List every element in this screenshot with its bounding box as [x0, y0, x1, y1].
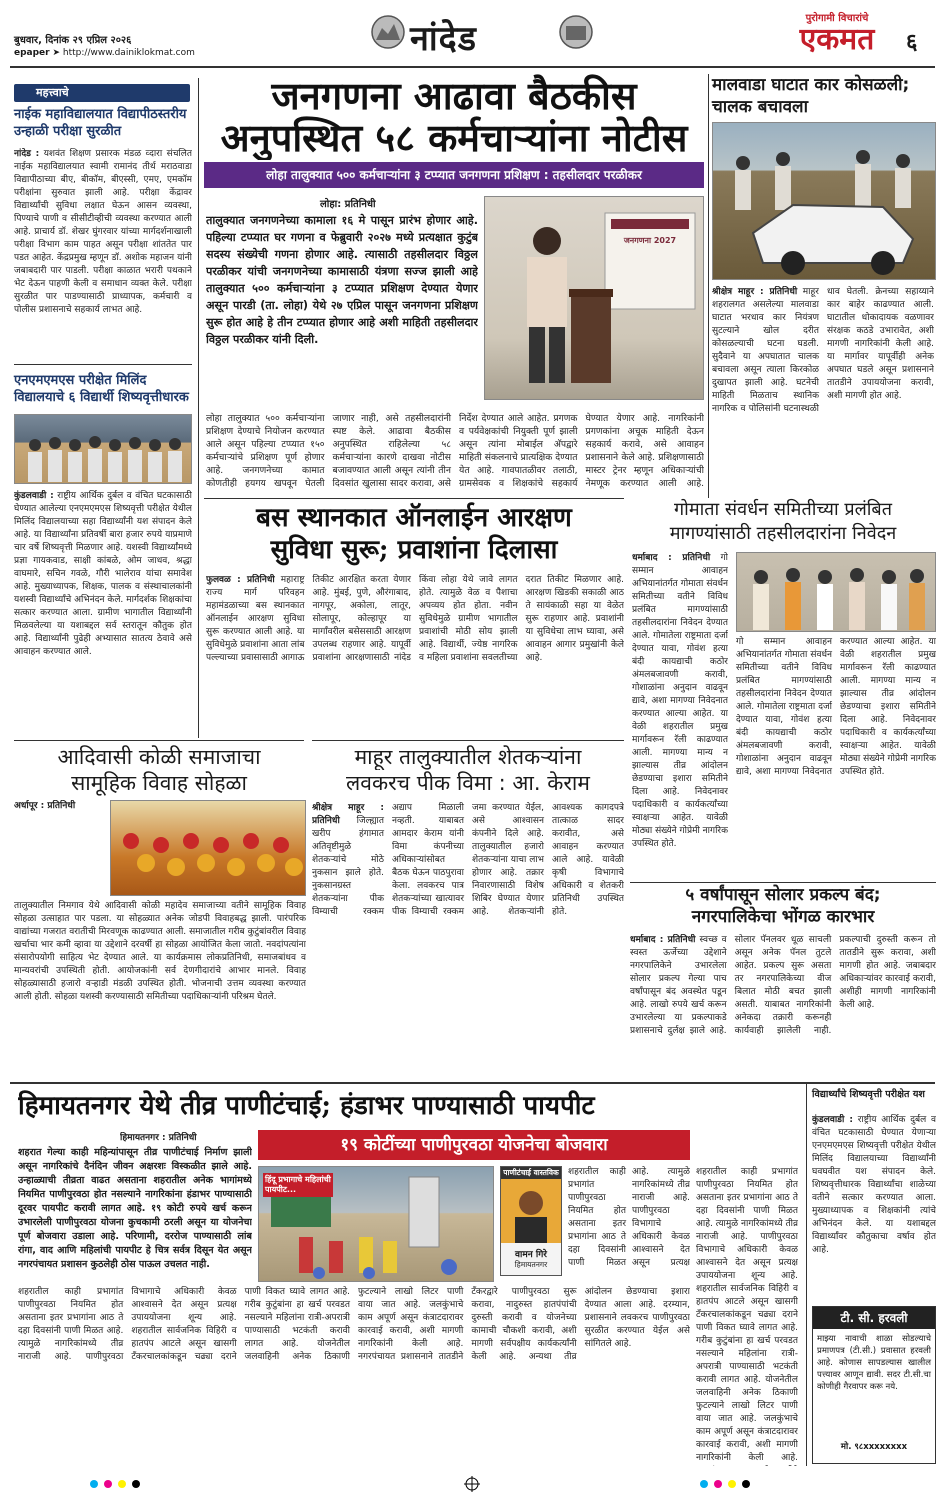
- bus-body: [206, 574, 624, 734]
- cyan-dot: [700, 1480, 708, 1488]
- mahur-dateline: श्रीक्षेत्र माहूर : प्रतिनिधी: [312, 803, 384, 826]
- reporter-box: [500, 1166, 562, 1276]
- right-bottom-rule: [806, 1084, 807, 1466]
- bus-text: महाराष्ट्र राज्य मार्ग परिवहन महामंडळाच्या बस स्थानकात ऑनलाईन आरक्षण सुविधा सुरू करण्यात आली आहे. या सुविधेमुळे प्रवाशांना आता लांब पल्ल्याच्या प्रवासासाठी आगाऊ तिकीट आरक्षित करता येणार आहे. मुंबई, पुणे, औरंगाबाद, नागपूर, अकोला, लातूर, सोलापूर, कोल्हापूर या मार्गांवरील बसेससाठी आरक्षण उपलब्ध राहणार आहे. यापूर्वी प्रवाशांना आरक्षणासाठी नांदेड किंवा लोहा येथे जावे लागत होते. त्यामुळे वेळ व पैशाचा अपव्यय होत होता. नवीन सुविधेमुळे ग्रामीण भागातील प्रवाशांची मोठी सोय झाली आहे. विद्यार्थी, ज्येष्ठ नागरिक व महिला प्रवाशांना सवलतीच्या दरात तिकीट मिळणार आहे. आरक्षण खिडकी सकाळी आठ ते सायंकाळी सहा या वेळेत सुरू राहणार आहे. प्रवाशांनी या सुविधेचा लाभ घ्यावा, असे आवाहन आगार प्रमुखांनी केले आहे.: [206, 575, 624, 663]
- city-emblem: [370, 14, 406, 50]
- tc-lost-contact: मो. ९८xxxxxxxx: [840, 1442, 908, 1452]
- section-label: [14, 84, 190, 102]
- registration-mark: [464, 1476, 480, 1492]
- masthead-epaper: [14, 48, 195, 58]
- car-accident-photo: [712, 122, 936, 280]
- scholarship-title: विद्यार्थ्यांचे शिष्यवृत्ती परीक्षेत यश: [812, 1089, 925, 1100]
- bus-headline-line2: सुविधा सुरू; प्रवाशांना दिलासा: [270, 535, 558, 565]
- students-photo: [14, 414, 192, 484]
- brand-tagline: पुरोगामी विचारांचे: [805, 13, 869, 24]
- reporter-name: वामन गिरे: [515, 1250, 547, 1260]
- reporter-tag: पाणीटंचाई वास्तविक: [501, 1167, 561, 1179]
- solar-text: स्वच्छ व स्वस्त ऊर्जेच्या उद्देशाने नगरपालिकेने उभारलेला सोलार प्रकल्प गेल्या पाच वर्षांपासून बंद अवस्थेत पडून आहे. लाखो रुपये खर्च करून उभारलेल्या या प्रकल्पाकडे प्रशासनाचे दुर्लक्ष झाले आहे. सोलार पॅनलवर धूळ साचली असून अनेक पॅनल तुटले आहेत. प्रकल्प सुरू असता तर नगरपालिकेच्या वीज बिलात मोठी बचत झाली असती. याबाबत नागरिकांनी अनेकदा तक्रारी करूनही कार्यवाही झालेली नाही. प्रकल्पाची दुरुस्ती करून तो तातडीने सुरू करावा, अशी मागणी होत आहे. जबाबदार अधिकाऱ्यांवर कारवाई करावी, अशीही मागणी नागरिकांनी केली आहे.: [630, 935, 936, 1036]
- water-top-rule: [10, 1082, 935, 1084]
- masthead-divider: [10, 66, 935, 68]
- accident-headline: मालवाडा घाटात कार कोसळली; चालक बचावला: [712, 75, 910, 117]
- water-headline: हिमायतनगर येथे तीव्र पाणीटंचाई; हंडाभर पाण्यासाठी पायपीट: [18, 1091, 595, 1121]
- magenta-dot: [104, 1480, 112, 1488]
- lead-intro: तालुक्यात जनगणनेच्या कामाला १६ मे पासून प्रारंभ होणार आहे. पहिल्या टप्प्यात घर गणना व फेब्रुवारी २०२७ मध्ये प्रत्यक्षात कुटुंब सदस्य संख्येची गणना होणार आहे. त्यासाठी तहसीलदार विठ्ठल परळीकर यांची जनगणनेच्या कामासाठी यंत्रणा सज्ज झाली आहे तालुक्यात ५०० कर्मचाऱ्यांना ३ टप्प्यात प्रशिक्षण देण्यात येणार असून पारडी (ता. लोहा) येथे २७ एप्रिल पासून जनगणना प्रशिक्षण सुरू होत आहे हे तीन टप्प्यात होणार आहे अशी माहिती तहसीलदार विठ्ठल परळीकर यांनी दिली.: [206, 214, 478, 346]
- tc-lost-body: माझ्या नावाची शाळा सोडल्याचे प्रमाणपत्र (टी.सी.) प्रवासात हरवली आहे. कोणास सापडल्यास खालील पत्त्यावर आणून द्यावी. सदर टी.सी.चा कोणीही गैरवापर करू नये.: [817, 1334, 931, 1392]
- cyan-dot: [90, 1480, 98, 1488]
- reporter-place: हिमायतनगर: [514, 1260, 548, 1269]
- water-body-side: [568, 1166, 690, 1278]
- epaper-label: epaper: [14, 48, 50, 58]
- section-label-text: महत्त्वाचे: [36, 86, 69, 99]
- wedding-photo: [110, 800, 306, 896]
- page-number: ६: [906, 30, 918, 55]
- adivasi-dateline: अर्धापूर : प्रतिनिधी: [14, 801, 76, 811]
- brand-logo: [782, 10, 892, 60]
- yellow-dot: [728, 1480, 736, 1488]
- left-divider: [14, 364, 192, 365]
- water-body: शहरातील काही प्रभागांत पाणीपुरवठा नियमित होत असताना इतर प्रभागांना आठ ते दहा दिवसांनी पाणी मिळत आहे. त्यामुळे नागरिकांमध्ये तीव्र नाराजी आहे. पाणीपुरवठा विभागाचे अधिकारी केवळ आश्वासने देत असून प्रत्यक्ष उपाययोजना शून्य आहे. शहरातील सार्वजनिक विहिरी व हातपंप आटले असून खासगी टँकरचालकांकडून चढ्या दराने पाणी विकत घ्यावे लागत आहे. गरीब कुटुंबांना हा खर्च परवडत नसल्याने महिलांना रात्री-अपरात्री पाण्यासाठी भटकंती करावी लागत आहे. योजनेतील जलवाहिनी अनेक ठिकाणी फुटल्याने लाखो लिटर पाणी वाया जात आहे. जलकुंभाचे काम अपूर्ण असून कंत्राटदारावर कारवाई करावी, अशी मागणी नागरिकांनी केली आहे. नगरपंचायत प्रशासनाने तातडीने टँकरद्वारे पाणीपुरवठा सुरू करावा, नादुरुस्त हातपंपांची दुरुस्ती करावी व योजनेच्या कामाची चौकशी करावी, अशी मागणी सर्वपक्षीय कार्यकर्त्यांनी केली आहे. अन्यथा तीव्र आंदोलन छेडण्याचा इशारा देण्यात आला आहे. दरम्यान, प्रशासनाने लवकरच पाणीपुरवठा सुरळीत करण्यात येईल असे सांगितले आहे.: [18, 1287, 690, 1362]
- accident-dateline: श्रीक्षेत्र माहूर : प्रतिनिधी: [712, 287, 798, 297]
- water-banner: १९ कोटींच्या पाणीपुरवठा योजनेचा बोजवारा: [340, 1135, 608, 1155]
- website-link[interactable]: http://www.dainiklokmat.com: [62, 48, 195, 58]
- left-story1-headline: नाईक महाविद्यालयात विद्यापीठस्तरीय उन्हाळी परीक्षा सुरळीत: [14, 107, 187, 139]
- left-story1-body: [14, 148, 192, 360]
- accident-text: माहूर शहरालगत असलेल्या मालवाडा घाटात भरधाव कार नियंत्रण सुटल्याने खोल दरीत कोसळल्याची घटना घडली. सुदैवाने या अपघातात चालक बचावला असून त्याला किरकोळ दुखापत झाली आहे. घटनेची माहिती मिळताच स्थानिक नागरिक व पोलिसांनी घटनास्थळी धाव घेतली. क्रेनच्या सहाय्याने कार बाहेर काढण्यात आली. घाटातील धोकादायक वळणावर संरक्षक कठडे उभारावेत, अशी मागणी नागरिकांनी केली आहे. या मार्गावर यापूर्वीही अनेक अपघात घडले असून प्रशासनाने तातडीने उपाययोजना करावी, अशी मागणी होत आहे.: [712, 287, 934, 414]
- adivasi-body: तालुक्यातील निमगाव येथे आदिवासी कोळी महादेव समाजाच्या वतीने सामूहिक विवाह सोहळा उत्साहात पार पडला. या सोहळ्यात अनेक जोडपी विवाहबद्ध झाली. पारंपरिक वाद्यांच्या गजरात वरातीची मिरवणूक काढण्यात आली. समाजातील गरीब कुटुंबांवरील विवाह खर्चाचा भार कमी व्हावा या उद्देशाने दरवर्षी हा सोहळा आयोजित केला जातो. नवदांपत्यांना संसारोपयोगी साहित्य भेट देण्यात आले. या कार्यक्रमास लोकप्रतिनिधी, समाजबांधव व मान्यवरांची उपस्थिती होती. आयोजकांनी सर्व देणगीदारांचे आभार मानले. विवाह सोहळ्यासाठी हजारो वऱ्हाडी मंडळी उपस्थित होती. भोजनाची उत्तम व्यवस्था करण्यात आली होती. सोहळा यशस्वी करण्यासाठी समितीच्या पदाधिकाऱ्यांनी परिश्रम घेतले.: [14, 901, 306, 1002]
- lead-subhead: लोहा तालुक्यात ५०० कर्मचाऱ्यांना ३ टप्प्यात जनगणना प्रशिक्षण : तहसीलदार परळीकर: [266, 168, 642, 182]
- gomata-photo: [736, 552, 936, 632]
- bus-top-rule: [204, 498, 624, 499]
- left-story1-text: यशवंत शिक्षण प्रसारक मंडळ व्दारा संचलित नाईक महाविद्यालयात स्वामी रामानंद तीर्थ मराठवाडा विद्यापीठाच्या बीए, बीकॉम, बीएस्सी, एमए, एमकॉम परीक्षांना सुरुवात झाली आहे. परीक्षा केंद्रावर विद्यार्थ्यांची सुविधा लक्षात घेऊन आसन व्यवस्था, पिण्याचे पाणी व सीसीटीव्हीची व्यवस्था करण्यात आली आहे. प्राचार्य डॉ. शेखर घुंगरवार यांच्या मार्गदर्शनाखाली परीक्षा विभाग काम पाहत असून परीक्षा शांततेत पार पडत आहेत. केंद्रप्रमुख म्हणून डॉ. अशोक महाजन यांनी जबाबदारी पार पाडली. परीक्षा काळात भरारी पथकाने भेट देऊन पाहणी केली व समाधान व्यक्त केले. परीक्षा सुरळीत पार पाडण्यासाठी प्राध्यापक, कर्मचारी व पोलीस प्रशासनाचे सहकार्य लाभत आहे.: [14, 149, 192, 315]
- lead-subhead-bar: [204, 162, 704, 188]
- city-name: नांदेड: [410, 19, 477, 59]
- mahur-top-rule: [312, 740, 624, 741]
- right-vertical-rule: [708, 74, 709, 498]
- solar-top-rule: [630, 882, 936, 883]
- magenta-dot: [714, 1480, 722, 1488]
- scholarship-body: [812, 1114, 936, 1300]
- black-dot: [742, 1480, 750, 1488]
- training-photo-banner: जनगणना 2027: [623, 236, 677, 245]
- mahur-headline-line1: माहूर तालुक्यातील शेतकऱ्यांना: [354, 745, 582, 769]
- arrow-icon: ➤: [52, 48, 61, 58]
- gomata-body-right: गो सम्मान आवाहन अभियानांतर्गत गोमाता संवर्धन समितीच्या वतीने विविध प्रलंबित मागण्यांसाठी तहसीलदारांना निवेदन देण्यात आले. गोमातेला राष्ट्रमाता दर्जा देण्यात यावा, गोवंश हत्या बंदी कायद्याची कठोर अंमलबजावणी करावी, गोशाळांना अनुदान वाढवून द्यावे, अशा मागण्या निवेदनात करण्यात आल्या आहेत. या वेळी शहरातील प्रमुख मार्गावरून रॅली काढण्यात आली. मागण्या मान्य न झाल्यास तीव्र आंदोलन छेडण्याचा इशारा समितीने दिला आहे. निवेदनावर पदाधिकारी व कार्यकर्त्यांच्या स्वाक्षऱ्या आहेत. यावेळी मोठ्या संख्येने गोप्रेमी नागरिक उपस्थित होते.: [736, 637, 936, 777]
- brand-name: एकमत: [799, 22, 875, 57]
- mahur-text: जिल्ह्यात खरीप हंगामात अतिवृष्टीमुळे शेतकऱ्यांचे मोठे नुकसान झाले होते. नुकसानग्रस्त शेतकऱ्यांना पीक विम्याची रक्कम अद्याप मिळाली नव्हती. याबाबत आमदार केराम यांनी विमा कंपनीच्या अधिकाऱ्यांसोबत बैठक घेऊन पाठपुरावा केला. लवकरच पात्र शेतकऱ्यांच्या खात्यावर पीक विम्याची रक्कम जमा करण्यात येईल, असे आश्वासन कंपनीने दिले आहे. तालुक्यातील हजारो शेतकऱ्यांना याचा लाभ होणार आहे. तक्रार निवारणासाठी विशेष शिबिर घेण्यात येणार आहे. शेतकऱ्यांनी आवश्यक कागदपत्रे तात्काळ सादर करावीत, असे आवाहन करण्यात आले आहे. यावेळी कृषी विभागाचे अधिकारी व शेतकरी प्रतिनिधी उपस्थित होते.: [312, 803, 624, 917]
- mahur-body: [312, 802, 624, 1076]
- reporter-avatar: [501, 1179, 561, 1243]
- left-story2-body: [14, 490, 192, 740]
- solar-headline-line2: नगरपालिकेचा भोंगळ कारभार: [691, 907, 875, 927]
- masthead-date: बुधवार, दिनांक २९ एप्रिल २०२६: [14, 35, 132, 46]
- training-photo: [484, 196, 704, 400]
- tc-lost-ad: [812, 1306, 936, 1464]
- water-lead: शहरात गेल्या काही महिन्यांपासून तीव्र पाणीटंचाई निर्माण झाली असून नागरिकांचे दैनंदिन जीवन अक्षरशः विस्कळीत झाले आहे. उन्हाळ्याची तीव्रता वाढत असताना शहरातील अनेक भागांमध्ये नियमित पाणीपुरवठा होत नसल्याने नागरिकांना हंडाभर पाण्यासाठी दूरवर पायपीट करावी लागत आहे. १९ कोटी रुपये खर्च करून उभारलेली पाणीपुरवठा योजना कुचकामी ठरली असून या योजनेचा पूर्ण बोजवारा उडाला आहे. परिणामी, दररोज पाण्यासाठी लांब रांगा, वाद आणि महिलांची पायपीट हे चित्र सर्वत्र दिसून येत असून नगरपंचायत प्रशासन कुठलेही ठोस पाऊल उचलत नाही.: [18, 1147, 252, 1270]
- mahur-headline-line2: लवकरच पीक विमा : आ. केराम: [346, 771, 590, 795]
- tc-lost-title: टी. सी. हरवली: [813, 1307, 935, 1329]
- print-color-bar-left: [90, 1480, 240, 1490]
- city-emblem-right: [558, 14, 594, 50]
- adivasi-top-rule: [14, 740, 304, 741]
- gomata-headline-line1: गोमाता संवर्धन समितीच्या प्रलंबित: [674, 499, 892, 520]
- gomata-headline-line2: मागण्यांसाठी तहसीलदारांना निवेदन: [669, 523, 897, 544]
- print-color-bar-right: [700, 1480, 850, 1490]
- solar-body: [630, 934, 936, 1076]
- water-photo-caption: हिंदू प्रभागाचे महिलांची पायपीट...: [263, 1173, 333, 1197]
- scholarship-text: राष्ट्रीय आर्थिक दुर्बल व वंचित घटकासाठी घेण्यात येणाऱ्या एनएमएमएस शिष्यवृत्ती परीक्षेत येथील मिलिंद विद्यालयाच्या विद्यार्थ्यांनी घवघवीत यश संपादन केले. शिष्यवृत्तीधारक विद्यार्थ्यांचा शाळेच्या वतीने सत्कार करण्यात आला. मुख्याध्यापक व शिक्षकांनी त्यांचे अभिनंदन केले. या यशाबद्दल विद्यार्थ्यांवर कौतुकाचा वर्षाव होत आहे.: [812, 1115, 936, 1255]
- black-dot: [132, 1480, 140, 1488]
- lead-headline-line2: अनुपस्थित ५८ कर्मचाऱ्यांना नोटीस: [220, 116, 688, 160]
- water-dateline: हिमायतनगर : प्रतिनिधी: [120, 1133, 197, 1143]
- bus-dateline: फुलवळ : प्रतिनिधी: [206, 575, 275, 585]
- scholarship-dateline: कुंडलवाडी :: [812, 1115, 853, 1125]
- gomata-dateline: धर्माबाद : प्रतिनिधी: [632, 553, 711, 563]
- water-photo: [258, 1166, 494, 1282]
- water-body-right: शहरातील काही प्रभागांत पाणीपुरवठा नियमित होत असताना इतर प्रभागांना आठ ते दहा दिवसांनी पाणी मिळत आहे. त्यामुळे नागरिकांमध्ये तीव्र नाराजी आहे. पाणीपुरवठा विभागाचे अधिकारी केवळ आश्वासने देत असून प्रत्यक्ष उपाययोजना शून्य आहे. शहरातील सार्वजनिक विहिरी व हातपंप आटले असून खासगी टँकरचालकांकडून चढ्या दराने पाणी विकत घ्यावे लागत आहे. गरीब कुटुंबांना हा खर्च परवडत नसल्याने महिलांना रात्री-अपरात्री पाण्यासाठी भटकंती करावी लागत आहे. योजनेतील जलवाहिनी अनेक ठिकाणी फुटल्याने लाखो लिटर पाणी वाया जात आहे. जलकुंभाचे काम अपूर्ण असून कंत्राटदारावर कारवाई करावी, अशी मागणी नागरिकांनी केली आहे.: [696, 1167, 798, 1463]
- masthead: [10, 6, 935, 66]
- adivasi-headline-line1: आदिवासी कोळी समाजाचा: [57, 745, 261, 769]
- bus-headline-line1: बस स्थानकात ऑनलाईन आरक्षण: [256, 503, 572, 533]
- solar-headline-line1: ५ वर्षांपासून सोलार प्रकल्प बंद;: [685, 885, 881, 905]
- left-story2-text: राष्ट्रीय आर्थिक दुर्बल व वंचित घटकासाठी घेण्यात आलेल्या एनएमएमएस शिष्यवृत्ती परीक्षेत येथील मिलिंद विद्यालयाच्या सहा विद्यार्थ्यांनी यश संपादन केले आहे. या विद्यार्थ्यांना प्रतिवर्षी बारा हजार रुपये याप्रमाणे चार वर्षे शिष्यवृत्ती मिळणार आहे. यशस्वी विद्यार्थ्यांमध्ये प्रज्ञा गायकवाड, साक्षी कांबळे, ओम जाधव, श्रद्धा वाघमारे, सचिन गवळे, गौरी भालेराव यांचा समावेश आहे. मुख्याध्यापक, शिक्षक, पालक व संस्थाचालकांनी यशस्वी विद्यार्थ्यांचे अभिनंदन केले. मार्गदर्शक शिक्षकांचा सत्कार करण्यात आला. ग्रामीण भागातील विद्यार्थ्यांनी मिळवलेल्या या यशाबद्दल सर्व स्तरातून कौतुक होत आहे. विद्यार्थ्यांनी पुढेही अभ्यासात सातत्य ठेवावे असे आवाहन करण्यात आले.: [14, 491, 192, 657]
- lead-body: लोहा तालुक्यात ५०० कर्मचाऱ्यांना प्रशिक्षण देण्याचे नियोजन करण्यात आले असून पहिल्या टप्प्यात १५० कर्मचाऱ्यांचे प्रशिक्षण पूर्ण होणार आहे. जनगणनेच्या कामात कोणतीही हयगय खपवून घेतली जाणार नाही, असे तहसीलदारांनी स्पष्ट केले. आढावा बैठकीस अनुपस्थित राहिलेल्या ५८ कर्मचाऱ्यांना कारणे दाखवा नोटीस बजावण्यात आली असून त्यांनी तीन दिवसांत खुलासा सादर करावा, असे निर्देश देण्यात आले आहेत. प्रगणक व पर्यवेक्षकांची नियुक्ती पूर्ण झाली असून त्यांना मोबाईल अ‍ॅपद्वारे माहिती संकलनाचे प्रात्यक्षिक देण्यात येत आहे. गावपातळीवर तलाठी, ग्रामसेवक व शिक्षकांचे सहकार्य घेण्यात येणार आहे. नागरिकांनी प्रगणकांना अचूक माहिती देऊन सहकार्य करावे, असे आवाहन प्रशासनाने केले आहे. प्रशिक्षणासाठी मास्टर ट्रेनर म्हणून अधिकाऱ्यांची नेमणूक करण्यात आली आहे.: [206, 413, 704, 489]
- gomata-body-left: [632, 552, 728, 882]
- solar-dateline: धर्माबाद : प्रतिनिधी: [630, 935, 696, 945]
- left-story2-headline: एनएमएमएस परीक्षेत मिलिंद विद्यालयाचे ६ विद्यार्थी शिष्यवृत्तीधारक: [14, 373, 189, 405]
- water-banner-bar: [258, 1130, 690, 1160]
- lead-dateline: लोहा: प्रतिनिधी: [320, 199, 376, 210]
- left-vertical-rule: [198, 78, 199, 738]
- gomata-text: गो सम्मान आवाहन अभियानांतर्गत गोमाता संवर्धन समितीच्या वतीने विविध प्रलंबित मागण्यांसाठी तहसीलदारांना निवेदन देण्यात आले. गोमातेला राष्ट्रमाता दर्जा देण्यात यावा, गोवंश हत्या बंदी कायद्याची कठोर अंमलबजावणी करावी, गोशाळांना अनुदान वाढवून द्यावे, अशा मागण्या निवेदनात करण्यात आल्या आहेत. या वेळी शहरातील प्रमुख मार्गावरून रॅली काढण्यात आली. मागण्या मान्य न झाल्यास तीव्र आंदोलन छेडण्याचा इशारा समितीने दिला आहे. निवेदनावर पदाधिकारी व कार्यकर्त्यांच्या स्वाक्षऱ्या आहेत. यावेळी मोठ्या संख्येने गोप्रेमी नागरिक उपस्थित होते.: [632, 553, 728, 849]
- yellow-dot: [118, 1480, 126, 1488]
- lead-headline-line1: जनगणना आढावा बैठकीस: [271, 74, 637, 118]
- left-story1-dateline: नांदेड :: [14, 149, 40, 159]
- adivasi-headline-line2: सामूहिक विवाह सोहळा: [71, 771, 247, 795]
- adivasi-body-left: [14, 800, 104, 900]
- left-story2-dateline: कुंडलवाडी :: [14, 491, 54, 501]
- water-body-side-text: शहरातील काही प्रभागांत पाणीपुरवठा नियमित होत असताना इतर प्रभागांना आठ ते दहा दिवसांनी पाणी मिळत आहे. त्यामुळे नागरिकांमध्ये तीव्र नाराजी आहे. पाणीपुरवठा विभागाचे अधिकारी केवळ आश्वासने देत असून प्रत्यक्ष: [568, 1167, 690, 1268]
